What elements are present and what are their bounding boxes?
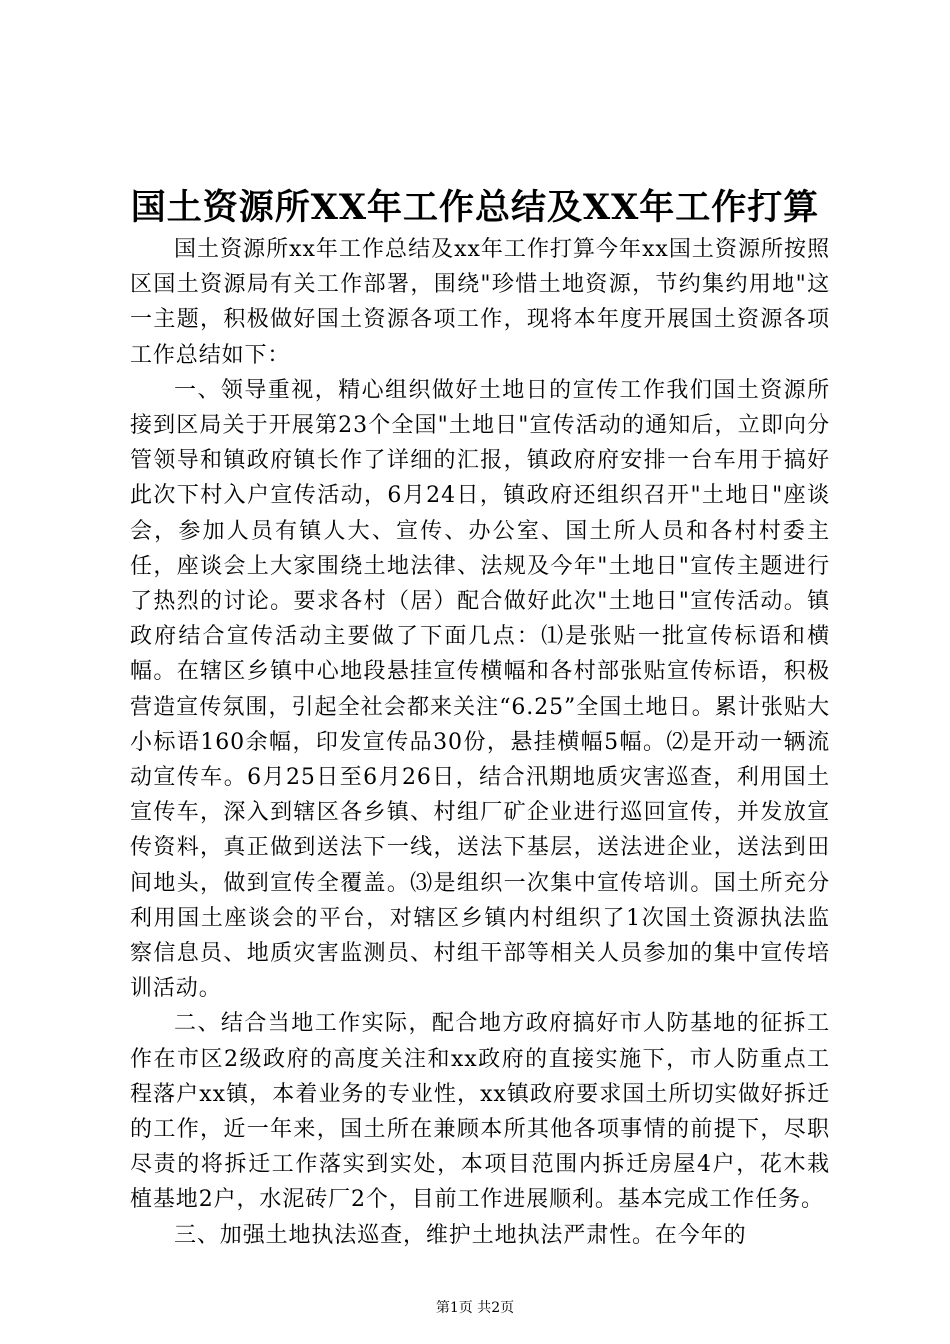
- paragraph-intro: 国土资源所xx年工作总结及xx年工作打算今年xx国土资源所按照区国土资源局有关工作部署，围绕"珍惜土地资源，节约集约用地"这一主题，积极做好国土资源各项工作，现将本年度开展国土资源各项工作总结如下：: [130, 237, 830, 368]
- document-body: [130, 232, 830, 1253]
- paragraph-section-1: 一、领导重视，精心组织做好土地日的宣传工作我们国土资源所接到区局关于开展第23个全国"土地日"宣传活动的通知后，立即向分管领导和镇政府镇长作了详细的汇报，镇政府府安排一台车用于搞好此次下村入户宣传活动，6月24日，镇政府还组织召开"土地日"座谈会，参加人员有镇人大、宣传、办公室、国土所人员和各村村委主任，座谈会上大家围绕土地法律、法规及今年"土地日"宣传主题进行了热烈的讨论。要求各村（居）配合做好此次"土地日"宣传活动。镇政府结合宣传活动主要做了下面几点：⑴是张贴一批宣传标语和横幅。在辖区乡镇中心地段悬挂宣传横幅和各村部张贴宣传标语，积极营造宣传氛围，引起全社会都来关注“6.25”全国土地日。累计张贴大小标语160余幅，印发宣传品30份，悬挂横幅5幅。⑵是开动一辆流动宣传车。6月25日至6月26日，结合汛期地质灾害巡查，利用国土宣传车，深入到辖区各乡镇、村组厂矿企业进行巡回宣传，并发放宣传资料，真正做到送法下一线，送法下基层，送法进企业，送法到田间地头，做到宣传全覆盖。⑶是组织一次集中宣传培训。国土所充分利用国土座谈会的平台，对辖区乡镇内村组织了1次国土资源执法监察信息员、地质灾害监测员、村组干部等相关人员参加的集中宣传培训活动。: [130, 377, 830, 1002]
- document-title: 国土资源所XX年工作总结及XX年工作打算: [130, 187, 820, 228]
- page-number: 第1页 共2页: [435, 1300, 515, 1316]
- paragraph-section-3: 三、加强土地执法巡查，维护土地执法严肃性。在今年的: [174, 1222, 747, 1248]
- paragraph-section-2: 二、结合当地工作实际，配合地方政府搞好市人防基地的征拆工作在市区2级政府的高度关注和xx政府的直接实施下，市人防重点工程落户xx镇，本着业务的专业性，xx镇政府要求国土所切实做好拆迁的工作，近一年来，国土所在兼顾本所其他各项事情的前提下，尽职尽责的将拆迁工作落实到实处，本项目范围内拆迁房屋4户，花木栽植基地2户，水泥砖厂2个，目前工作进展顺利。基本完成工作任务。: [130, 1011, 830, 1213]
